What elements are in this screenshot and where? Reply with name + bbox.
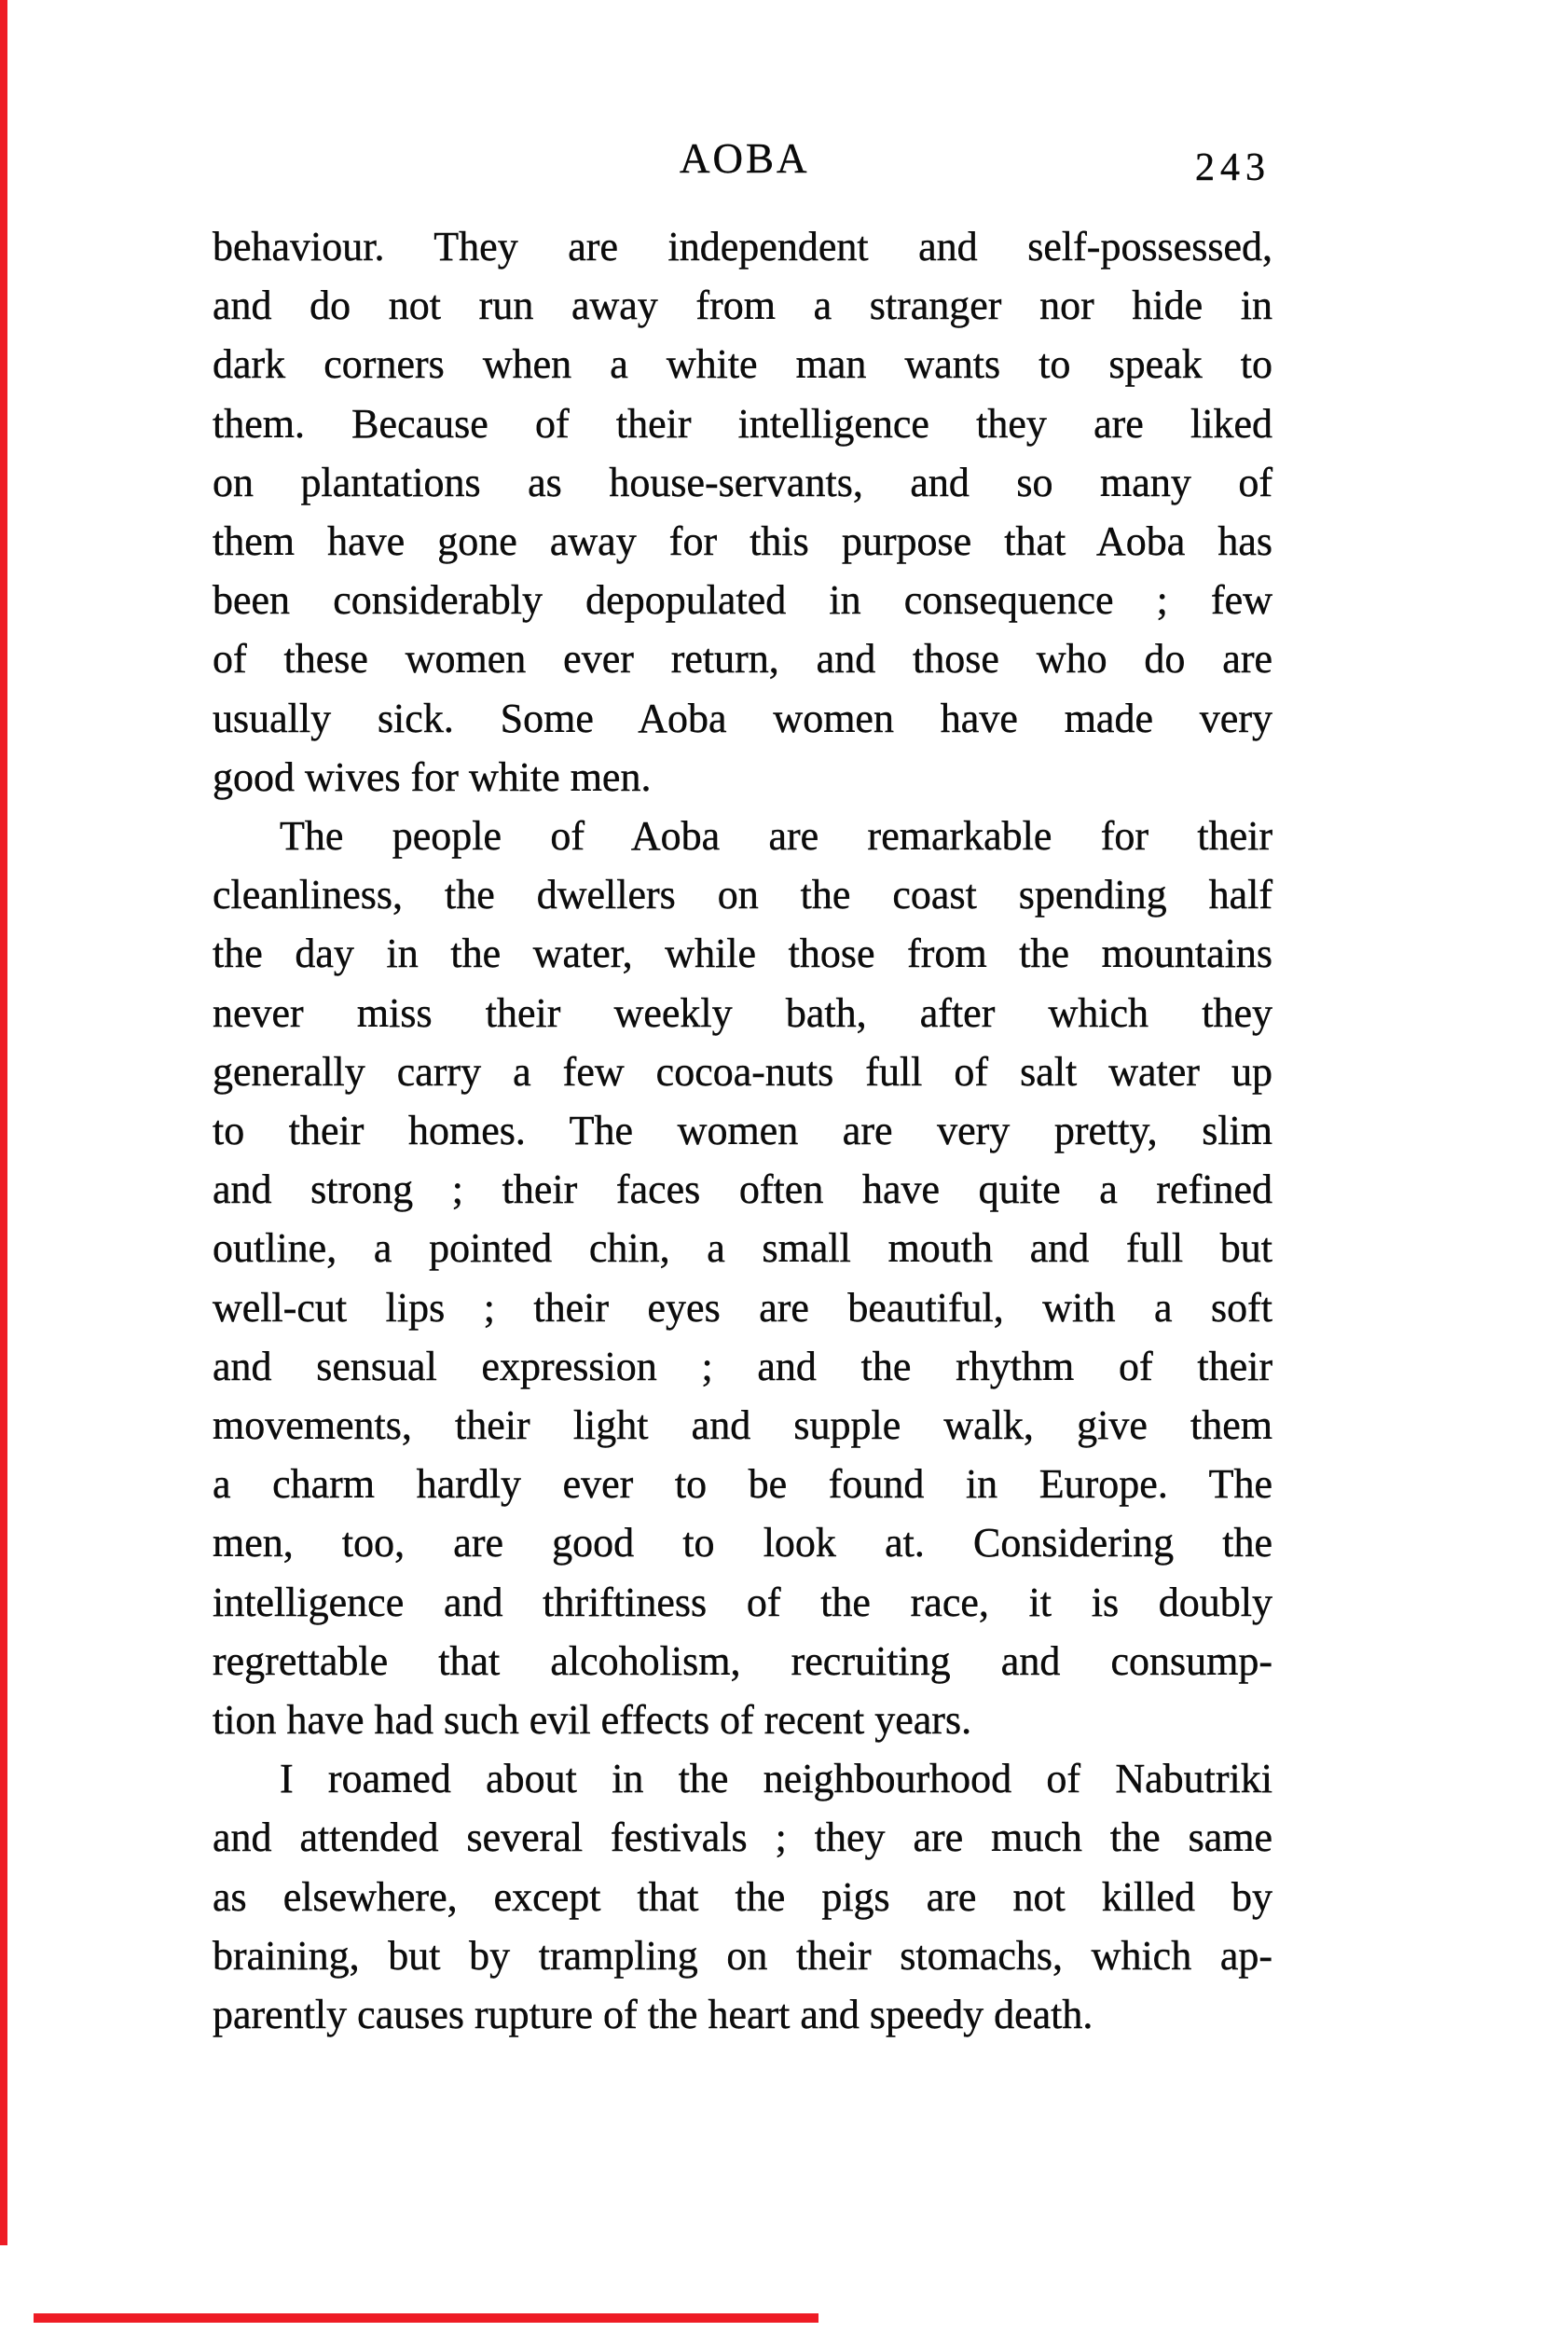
text-line: been considerably depopulated in consequence ; few [213,577,1272,624]
text-line: well-cut lips ; their eyes are beautiful, with a soft [213,1284,1272,1331]
text-line: The people of Aoba are remarkable for their [280,813,1272,860]
text-line: men, too, are good to look at. Considering the [213,1520,1272,1566]
text-line: good wives for white men. [213,753,652,800]
text-line: dark corners when a white man wants to speak to [213,341,1272,388]
text-line: to their homes. The women are very pretty, slim [213,1108,1272,1154]
text-line: and strong ; their faces often have quite a refined [213,1166,1272,1213]
text-line: outline, a pointed chin, a small mouth and full but [213,1225,1272,1272]
text-line: and do not run away from a stranger nor hide in [213,283,1272,329]
text-line: of these women ever return, and those who do are [213,636,1272,683]
text-line: behaviour. They are independent and self-possessed, [213,224,1272,269]
text-line: usually sick. Some Aoba women have made very [213,695,1272,741]
text-line: braining, but by trampling on their stomachs, which ap- [213,1932,1272,1979]
text-line: a charm hardly ever to be found in Europe. The [213,1461,1272,1508]
text-line: never miss their weekly bath, after which they [213,989,1272,1036]
text-line: intelligence and thriftiness of the race, it is doubly [213,1579,1272,1625]
text-line: parently causes rupture of the heart and speedy death. [213,1992,1093,2038]
scan-artifact-bottom-edge [34,2313,818,2323]
text-line: cleanliness, the dwellers on the coast spending half [213,872,1272,918]
text-line: as elsewhere, except that the pigs are not killed by [213,1873,1272,1920]
text-line: and attended several festivals ; they are much the same [213,1815,1272,1861]
text-line: generally carry a few cocoa-nuts full of salt water up [213,1048,1272,1095]
text-line: them. Because of their intelligence they are liked [213,400,1272,447]
text-line: them have gone away for this purpose that Aoba has [213,518,1272,565]
text-line: regrettable that alcoholism, recruiting and consump- [213,1637,1272,1684]
text-line: and sensual expression ; and the rhythm of their [213,1343,1272,1389]
text-line: tion have had such evil effects of recent years. [213,1697,972,1744]
page-number: 243 [1195,146,1271,189]
text-line: I roamed about in the neighbourhood of Nabutriki [280,1756,1272,1802]
scan-artifact-left-edge [0,0,7,2245]
text-line: the day in the water, while those from the mountains [213,931,1272,977]
text-line: movements, their light and supple walk, give them [213,1402,1272,1449]
text-line: on plantations as house-servants, and so many of [213,459,1272,505]
body-text-block [213,217,1272,2044]
running-header-title: AOBA [680,135,810,182]
